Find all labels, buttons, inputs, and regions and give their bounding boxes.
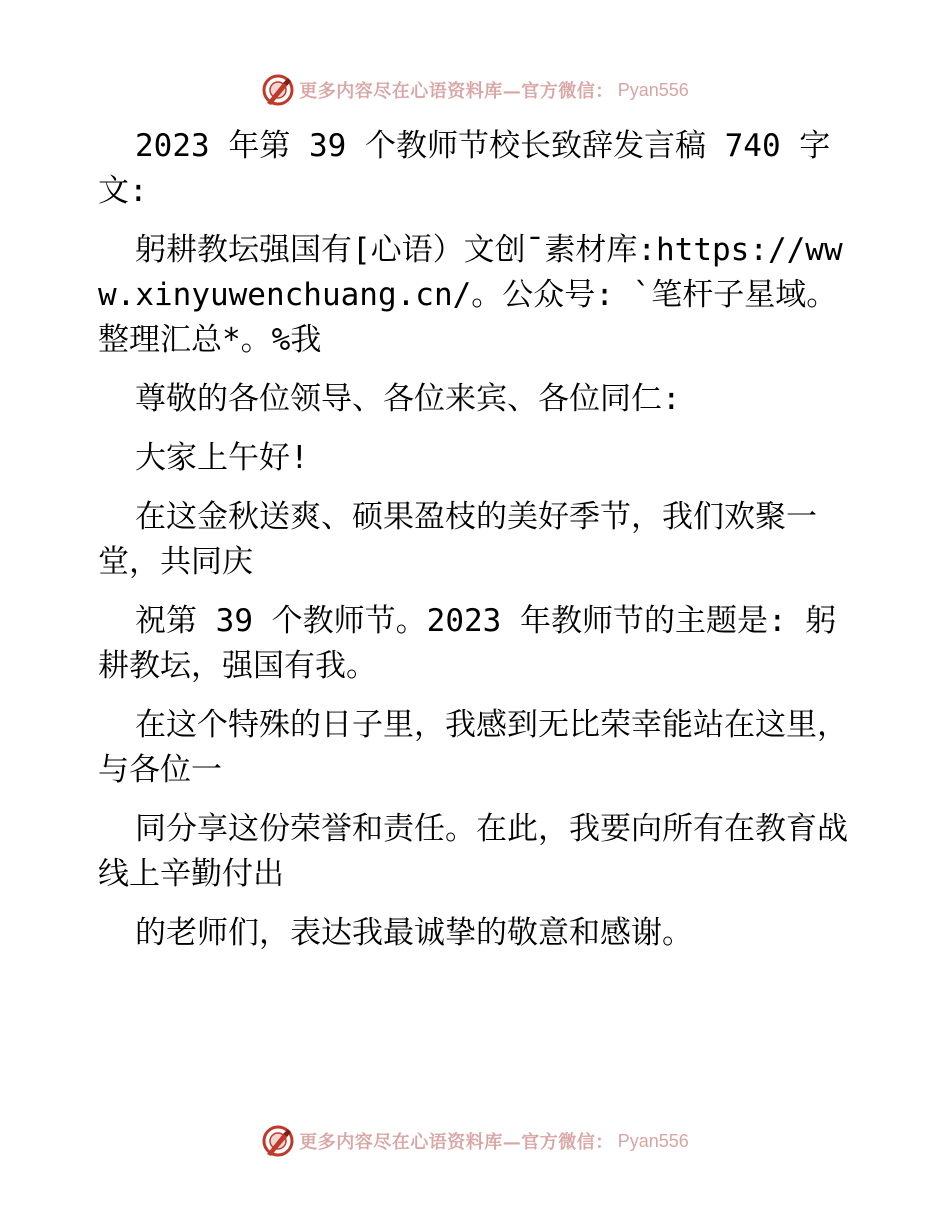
pen-logo-icon [261, 1124, 295, 1158]
body-paragraph: 祝第 39 个教师节。2023 年教师节的主题是: 躬耕教坛，强国有我。 [98, 603, 837, 684]
body-paragraph: 同分享这份荣誉和责任。在此，我要向所有在教育战线上辛勤付出 [98, 811, 848, 892]
source-paragraph: 躬耕教坛强国有[心语）文创¯素材库:https://www.xinyuwenchuang.cn/。公众号: `笔杆子星域。整理汇总*。%我 [98, 232, 843, 358]
greeting-paragraph: 大家上午好! [135, 440, 309, 476]
watermark-handle: Pyan556 [617, 79, 689, 100]
title-paragraph: 2023 年第 39 个教师节校长致辞发言稿 740 字文: [98, 128, 831, 209]
watermark-handle: Pyan556 [617, 1130, 689, 1151]
body-paragraph: 在这金秋送爽、硕果盈枝的美好季节，我们欢聚一堂，共同庆 [98, 499, 817, 580]
watermark-text: 更多内容尽在心语资料库—官方微信： [299, 1132, 614, 1153]
document-body [98, 124, 854, 970]
body-paragraph: 在这个特殊的日子里，我感到无比荣幸能站在这里，与各位一 [98, 707, 848, 788]
watermark-text: 更多内容尽在心语资料库—官方微信： [299, 81, 614, 102]
salutation-paragraph: 尊敬的各位领导、各位来宾、各位同仁: [135, 381, 681, 417]
body-paragraph: 的老师们，表达我最诚挚的敬意和感谢。 [135, 915, 693, 951]
header-watermark [0, 70, 950, 110]
pen-logo-icon [261, 73, 295, 107]
footer-watermark [0, 1121, 950, 1161]
